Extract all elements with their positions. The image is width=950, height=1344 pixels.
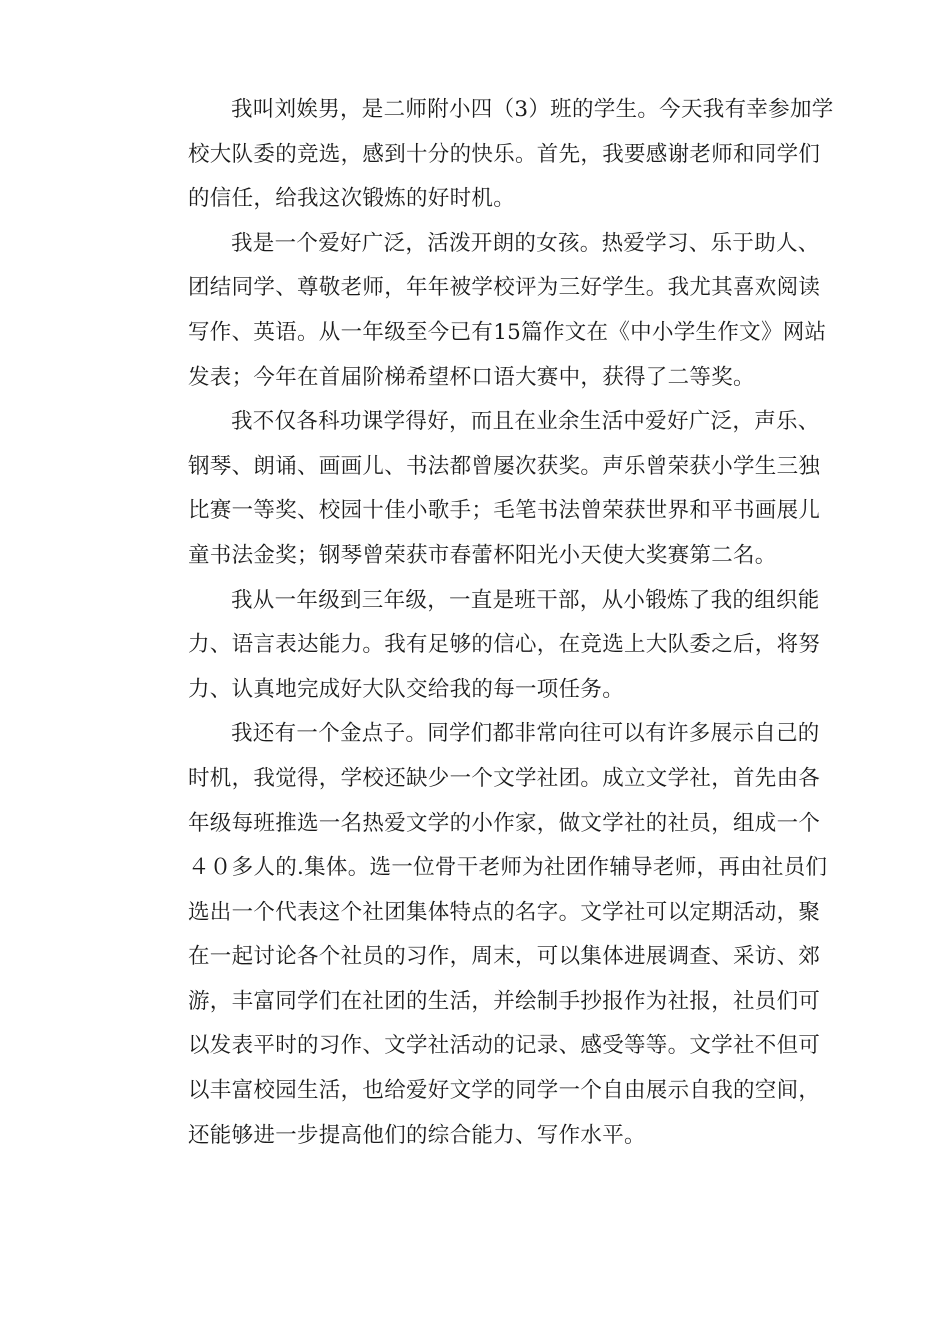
paragraph-2 [145,222,827,400]
paragraph-5 [145,712,828,1158]
text-line: 以发表平时的习作、文学社活动的记录、感受等等。文学社不但可 [188,1033,821,1059]
text-line: 的信任，给我这次锻炼的好时机。 [188,186,516,212]
document-body [145,88,834,1158]
text-line: 我不仅各科功课学得好，而且在业余生活中爱好广泛，声乐、 [231,409,820,435]
text-line: 发表；今年在首届阶梯希望杯口语大赛中，获得了二等奖。 [188,364,755,390]
paragraph-3 [145,400,821,578]
text-line: 还能够进一步提高他们的综合能力、写作水平。 [188,1122,646,1148]
text-line: 童书法金奖；钢琴曾荣获市春蕾杯阳光小天使大奖赛第二名。 [188,542,777,568]
text-line: 我还有一个金点子。同学们都非常向往可以有许多展示自己的 [231,721,820,747]
text-line: 比赛一等奖、校园十佳小歌手；毛笔书法曾荣获世界和平书画展儿 [188,498,821,524]
text-line: 写作、英语。从一年级至今已有15篇作文在《中小学生作文》网站 [188,319,827,345]
text-line: 以丰富校园生活，也给爱好文学的同学一个自由展示自我的空间， [188,1078,821,1104]
text-line: 校大队委的竞选，感到十分的快乐。首先，我要感谢老师和同学们 [188,141,821,167]
text-line: 我是一个爱好广泛，活泼开朗的女孩。热爱学习、乐于助人、 [231,230,820,256]
text-line: 力、语言表达能力。我有足够的信心，在竞选上大队委之后，将努 [188,632,821,658]
text-line: 在一起讨论各个社员的习作，周末，可以集体进展调查、采访、郊 [188,944,821,970]
paragraph-4 [145,579,821,713]
text-line: ４０多人的.集体。选一位骨干老师为社团作辅导老师，再由社员们 [188,855,828,881]
text-line: 钢琴、朗诵、画画儿、书法都曾屡次获奖。声乐曾荣获小学生三独 [188,453,821,479]
text-line: 力、认真地完成好大队交给我的每一项任务。 [188,676,625,702]
text-line: 选出一个代表这个社团集体特点的名字。文学社可以定期活动，聚 [188,899,821,925]
text-line: 年级每班推选一名热爱文学的小作家，做文学社的社员，组成一个 [188,810,821,836]
paragraph-1 [145,88,834,222]
text-line: 我叫刘娭男，是二师附小四（3）班的学生。今天我有幸参加学 [231,97,834,122]
text-line: 时机，我觉得，学校还缺少一个文学社团。成立文学社，首先由各 [188,765,821,791]
text-line: 团结同学、尊敬老师，年年被学校评为三好学生。我尤其喜欢阅读 [188,275,821,301]
text-line: 我从一年级到三年级，一直是班干部，从小锻炼了我的组织能 [231,587,820,613]
text-line: 游，丰富同学们在社团的生活，并绘制手抄报作为社报，社员们可 [188,988,821,1014]
